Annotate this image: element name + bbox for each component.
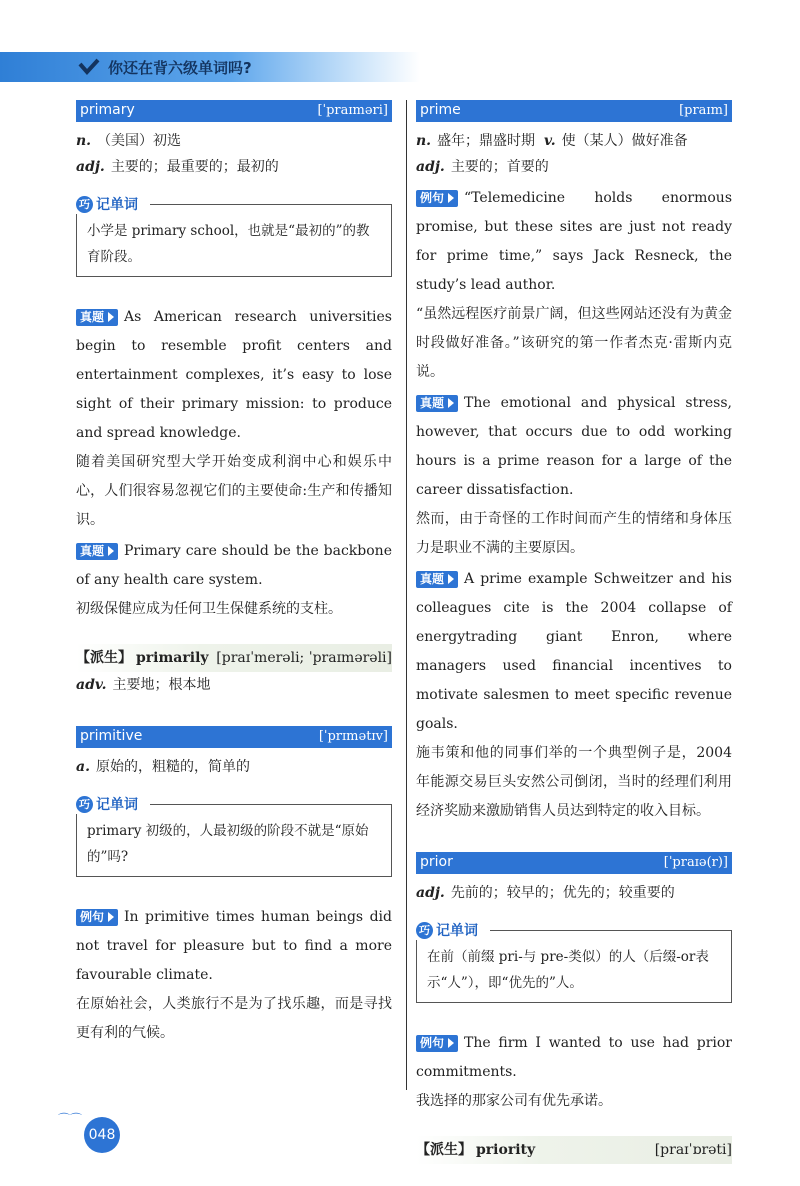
example-block xyxy=(416,389,732,563)
real-question-tag xyxy=(76,543,118,560)
word-bar xyxy=(416,100,732,122)
tag-label: 例句 xyxy=(420,190,445,205)
part-of-speech: adj. xyxy=(416,885,445,901)
memo-text: 在前（前缀 pri-与 pre-类似）的人（后缀-or表示“人”），即“优先的”人。 xyxy=(416,930,732,1003)
example-block xyxy=(416,1029,732,1116)
derivative-label: 【派生】 xyxy=(76,650,132,666)
memo-label xyxy=(416,920,490,940)
memo-text: primary 初级的，人最初级的阶段不就是“原始的”吗? xyxy=(76,804,392,877)
arrow-icon xyxy=(108,912,114,922)
arrow-icon xyxy=(108,546,114,556)
memo-badge-icon: 巧 xyxy=(76,796,93,813)
derivative-label: 【派生】 xyxy=(416,1142,472,1158)
part-of-speech: a. xyxy=(76,759,90,775)
memo-badge-icon: 巧 xyxy=(76,196,93,213)
example-tag xyxy=(416,190,458,207)
example-en: The firm I wanted to use had prior commitments. xyxy=(416,1035,732,1080)
real-question-tag xyxy=(76,309,118,326)
example-en: In primitive times human beings did not travel for pleasure but to find a more favourable climate. xyxy=(76,909,392,983)
memo-rule xyxy=(490,930,732,931)
memo-box xyxy=(76,194,392,277)
tag-label: 例句 xyxy=(420,1035,445,1050)
example-cn: 随着美国研究型大学开始变成利润中心和娱乐中心，人们很容易忽视它们的主要使命:生产和传播知识。 xyxy=(76,454,392,528)
part-of-speech: v. xyxy=(543,133,556,149)
real-question-tag xyxy=(416,571,458,588)
memo-rule xyxy=(150,204,392,205)
arrow-icon xyxy=(108,312,114,322)
example-cn: 我选择的那家公司有优先承诺。 xyxy=(416,1093,612,1109)
example-cn: 初级保健应成为任何卫生保健系统的支柱。 xyxy=(76,601,342,617)
definition xyxy=(416,154,732,180)
example-en: As American research universities begin to resemble profit centers and entertainment complexes, it’s easy to lose sight of their primary mission: to produce and spread knowledge. xyxy=(76,309,392,441)
entry-primitive xyxy=(76,726,392,1048)
definition-text: 盛年；鼎盛时期 xyxy=(437,133,536,149)
tag-label: 真题 xyxy=(420,395,445,410)
arrow-icon xyxy=(448,1038,454,1048)
tag-label: 真题 xyxy=(420,571,445,586)
example-tag xyxy=(76,909,118,926)
header-title: 你还在背六级单词吗? xyxy=(108,59,252,77)
phonetic: [praɪm] xyxy=(679,103,728,118)
example-en: A prime example Schweitzer and his colleagues cite is the 2004 collapse of energytrading giant Enron, where managers used financial incentives to motivate salesmen to meet specific revenue goals. xyxy=(416,571,732,732)
headword: prior xyxy=(420,854,453,870)
example-block xyxy=(416,565,732,826)
example-block xyxy=(76,537,392,624)
entry-prior xyxy=(416,852,732,1164)
derivative xyxy=(416,1136,732,1164)
column-divider xyxy=(406,100,407,1090)
definition-text: （美国）初选 xyxy=(97,133,182,149)
tag-label: 真题 xyxy=(80,309,105,324)
definition xyxy=(416,128,732,154)
definition xyxy=(416,880,732,906)
memo-label xyxy=(76,794,150,814)
derivative xyxy=(76,644,392,672)
tag-label: 例句 xyxy=(80,909,105,924)
definition xyxy=(76,672,392,698)
entry-prime xyxy=(416,100,732,826)
example-en: Primary care should be the backbone of any health care system. xyxy=(76,543,392,588)
definition-text: 使（某人）做好准备 xyxy=(561,133,688,149)
example-block xyxy=(76,303,392,535)
tag-label: 真题 xyxy=(80,543,105,558)
part-of-speech: adj. xyxy=(76,159,105,175)
birds-decoration-icon: ⌒⌒ xyxy=(58,1112,83,1126)
definition xyxy=(76,128,392,154)
definition-text: 主要的；首要的 xyxy=(450,159,549,175)
memo-title: 记单词 xyxy=(96,197,138,213)
page-header xyxy=(0,52,420,82)
arrow-icon xyxy=(448,398,454,408)
memo-box xyxy=(416,920,732,1003)
right-column xyxy=(416,100,732,1164)
headword: prime xyxy=(420,102,461,118)
part-of-speech: adv. xyxy=(76,677,107,693)
phonetic: [ˈpraɪə(r)] xyxy=(663,855,728,870)
memo-badge-icon: 巧 xyxy=(416,922,433,939)
definition xyxy=(76,754,392,780)
headword: primary xyxy=(80,102,135,118)
example-block xyxy=(76,903,392,1048)
definition-text: 原始的，粗糙的，简单的 xyxy=(95,759,250,775)
arrow-icon xyxy=(448,574,454,584)
memo-rule xyxy=(150,804,392,805)
derivative-word: primarily xyxy=(136,650,209,666)
definition-text: 主要地；根本地 xyxy=(112,677,211,693)
definition-text: 先前的；较早的；优先的；较重要的 xyxy=(450,885,675,901)
example-cn: 在原始社会，人类旅行不是为了找乐趣，而是寻找更有利的气候。 xyxy=(76,996,392,1041)
arrow-icon xyxy=(448,193,454,203)
derivative-phonetic: [praɪˈmerəli; ˈpraɪmərəli] xyxy=(216,650,392,666)
part-of-speech: adj. xyxy=(416,159,445,175)
word-bar xyxy=(76,726,392,748)
part-of-speech: n. xyxy=(416,133,432,149)
example-en: “Telemedicine holds enormous promise, but these sites are just not ready for prime time,” says Jack Resneck, the study’s lead author. xyxy=(416,190,732,293)
entry-primary xyxy=(76,100,392,698)
page-number: 048 xyxy=(84,1117,120,1153)
example-cn: 然而，由于奇怪的工作时间而产生的情绪和身体压力是职业不满的主要原因。 xyxy=(416,511,732,556)
phonetic: [ˈprɪmətɪv] xyxy=(318,729,388,744)
word-bar xyxy=(416,852,732,874)
memo-title: 记单词 xyxy=(436,923,478,939)
example-cn: 施韦策和他的同事们举的一个典型例子是，2004 年能源交易巨头安然公司倒闭，当时的经理们利用经济奖励来激励销售人员达到特定的收入目标。 xyxy=(416,745,732,819)
definition xyxy=(76,154,392,180)
example-block xyxy=(416,184,732,387)
example-cn: “虽然远程医疗前景广阔，但这些网站还没有为黄金时段做好准备。”该研究的第一作者杰克·雷斯内克说。 xyxy=(416,306,732,380)
memo-text: 小学是 primary school，也就是“最初的”的教育阶段。 xyxy=(76,204,392,277)
headword: primitive xyxy=(80,728,143,744)
memo-box xyxy=(76,794,392,877)
word-bar xyxy=(76,100,392,122)
memo-label xyxy=(76,194,150,214)
memo-title: 记单词 xyxy=(96,797,138,813)
definition-text: 主要的；最重要的；最初的 xyxy=(110,159,279,175)
derivative-word: priority xyxy=(476,1142,536,1158)
derivative-phonetic: [praɪˈɒrəti] xyxy=(654,1142,732,1158)
left-column xyxy=(76,100,392,1048)
real-question-tag xyxy=(416,395,458,412)
example-en: The emotional and physical stress, however, that occurs due to odd working hours is a prime reason for a large of the career dissatisfaction. xyxy=(416,395,732,498)
example-tag xyxy=(416,1035,458,1052)
phonetic: [ˈpraɪməri] xyxy=(317,103,388,118)
check-icon xyxy=(78,58,100,76)
part-of-speech: n. xyxy=(76,133,92,149)
